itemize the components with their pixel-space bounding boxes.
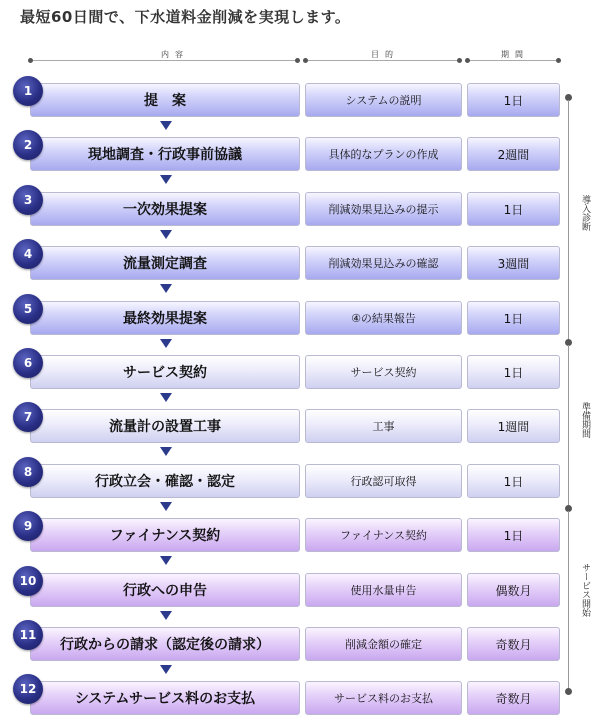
step-number-badge: 1 [13, 76, 43, 106]
page-title: 最短60日間で、下水道料金削減を実現します。 [20, 8, 351, 26]
down-arrow-icon [160, 611, 172, 620]
header-purpose-rule [305, 60, 460, 61]
step-number-badge: 4 [13, 239, 43, 269]
step-row-6 [0, 355, 600, 389]
step-period: 2週間 [467, 137, 560, 171]
step-purpose: サービス契約 [305, 355, 462, 389]
step-purpose: 行政認可取得 [305, 464, 462, 498]
step-number-badge: 2 [13, 130, 43, 160]
step-number-badge: 9 [13, 511, 43, 541]
down-arrow-icon [160, 556, 172, 565]
step-content: 流量測定調査 [30, 246, 300, 280]
down-arrow-icon [160, 502, 172, 511]
down-arrow-icon [160, 393, 172, 402]
step-content: 行政立会・確認・認定 [30, 464, 300, 498]
header-period: 期間 [501, 50, 529, 59]
step-row-11 [0, 627, 600, 661]
step-number-badge: 3 [13, 185, 43, 215]
phase-line-2 [568, 345, 569, 505]
step-purpose: 削減金額の確定 [305, 627, 462, 661]
step-content: ファイナンス契約 [30, 518, 300, 552]
step-period: 1日 [467, 464, 560, 498]
step-period: 1日 [467, 83, 560, 117]
step-row-2 [0, 137, 600, 171]
step-purpose: サービス料のお支払 [305, 681, 462, 715]
down-arrow-icon [160, 284, 172, 293]
down-arrow-icon [160, 121, 172, 130]
step-purpose: 工事 [305, 409, 462, 443]
step-purpose: システムの説明 [305, 83, 462, 117]
step-content: 一次効果提案 [30, 192, 300, 226]
down-arrow-icon [160, 665, 172, 674]
step-purpose: 削減効果見込みの提示 [305, 192, 462, 226]
step-period: 1日 [467, 518, 560, 552]
step-content: 行政への申告 [30, 573, 300, 607]
step-purpose: 具体的なプランの作成 [305, 137, 462, 171]
step-row-3 [0, 192, 600, 226]
step-number-badge: 5 [13, 294, 43, 324]
step-row-12 [0, 681, 600, 715]
step-number-badge: 10 [13, 566, 43, 596]
step-row-9 [0, 518, 600, 552]
phase-line-3 [568, 511, 569, 691]
header-purpose: 目的 [371, 50, 399, 59]
step-number-badge: 12 [13, 674, 43, 704]
header-content-rule [30, 60, 298, 61]
step-content: 提 案 [30, 83, 300, 117]
phase-label-preparation: 準備期間 [580, 402, 590, 438]
step-content: 現地調査・行政事前協議 [30, 137, 300, 171]
phase-line-1 [568, 100, 569, 340]
step-row-1 [0, 83, 600, 117]
step-number-badge: 11 [13, 620, 43, 650]
step-content: 行政からの請求（認定後の請求） [30, 627, 300, 661]
step-row-10 [0, 573, 600, 607]
step-purpose: 削減効果見込みの確認 [305, 246, 462, 280]
step-content: サービス契約 [30, 355, 300, 389]
step-period: 偶数月 [467, 573, 560, 607]
down-arrow-icon [160, 175, 172, 184]
down-arrow-icon [160, 447, 172, 456]
down-arrow-icon [160, 230, 172, 239]
step-row-4 [0, 246, 600, 280]
step-period: 1日 [467, 192, 560, 226]
step-content: 最終効果提案 [30, 301, 300, 335]
step-purpose: ファイナンス契約 [305, 518, 462, 552]
step-number-badge: 6 [13, 348, 43, 378]
step-period: 1週間 [467, 409, 560, 443]
step-period: 1日 [467, 355, 560, 389]
step-content: 流量計の設置工事 [30, 409, 300, 443]
phase-marker-bottom [565, 688, 572, 695]
step-content: システムサービス料のお支払 [30, 681, 300, 715]
step-period: 奇数月 [467, 627, 560, 661]
step-period: 奇数月 [467, 681, 560, 715]
header-content: 内容 [161, 50, 189, 59]
step-row-7 [0, 409, 600, 443]
down-arrow-icon [160, 339, 172, 348]
step-purpose: ④の結果報告 [305, 301, 462, 335]
step-number-badge: 8 [13, 457, 43, 487]
step-row-5 [0, 301, 600, 335]
phase-label-diagnosis: 導入診断 [580, 195, 590, 231]
step-number-badge: 7 [13, 402, 43, 432]
phase-label-service-start: サービス開始 [580, 563, 590, 617]
header-period-rule [467, 60, 559, 61]
step-period: 1日 [467, 301, 560, 335]
step-purpose: 使用水量申告 [305, 573, 462, 607]
step-period: 3週間 [467, 246, 560, 280]
step-row-8 [0, 464, 600, 498]
